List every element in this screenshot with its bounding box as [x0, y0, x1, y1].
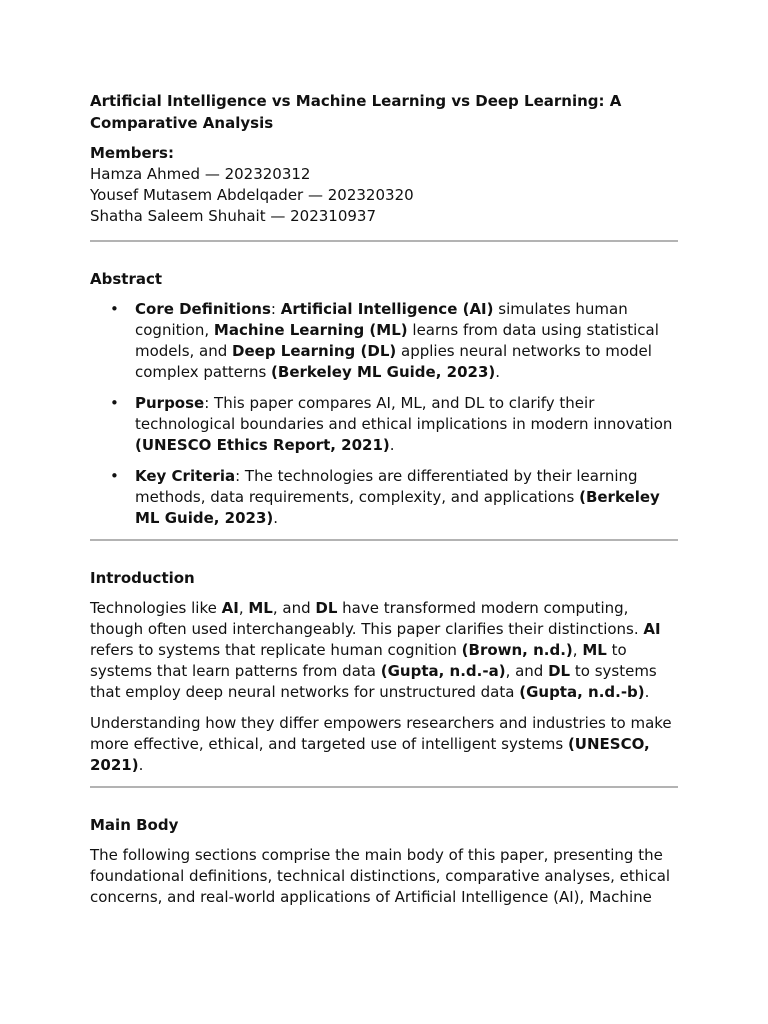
main-body-paragraph [90, 845, 678, 908]
bold-text: Deep Learning (DL) [232, 342, 397, 360]
introduction-paragraph [90, 713, 678, 776]
bold-text: Machine Learning (ML) [213, 321, 408, 339]
bold-text: (Brown, n.d.) [461, 641, 573, 659]
bold-text: ML [582, 641, 607, 659]
text-run: , and [272, 599, 316, 617]
bullet-icon: • [110, 300, 119, 318]
text-run: : The technologies are differentiated by their learning methods, data requirements, complexity, and applications [135, 467, 638, 506]
abstract-section [90, 269, 678, 529]
bold-text: Purpose [135, 394, 205, 412]
bold-text: (Berkeley ML Guide, 2023) [271, 363, 496, 381]
bold-text: (UNESCO Ethics Report, 2021) [135, 436, 390, 454]
text-run: , [572, 641, 583, 659]
main-body-section [90, 815, 678, 908]
text-run: The following sections comprise the main body of this paper, presenting the foundational definitions, technical distinctions, comparative analyses, ethical concerns, and real-world applications of Artificial Intelligence (AI), Machine [90, 846, 671, 906]
text-run: to systems that employ deep neural networks for unstructured data [90, 662, 657, 701]
abstract-item-text [135, 394, 672, 454]
abstract-list [90, 299, 678, 529]
text-run: . [495, 363, 501, 381]
text-run: simulates human cognition, [135, 300, 628, 339]
abstract-item [110, 299, 678, 383]
bold-text: DL [548, 662, 571, 680]
introduction-heading: Introduction [90, 569, 195, 587]
members-label: Members: [90, 144, 174, 162]
abstract-item [110, 393, 678, 456]
text-run: learns from data using statistical models, and [135, 321, 659, 360]
introduction-paragraph [90, 598, 678, 703]
bold-text: ML [248, 599, 273, 617]
document-title: Artificial Intelligence vs Machine Learning vs Deep Learning: A Comparative Analysis [90, 92, 622, 132]
text-run: refers to systems that replicate human cognition [90, 641, 462, 659]
bold-text: Core Definitions [135, 300, 271, 318]
introduction-section [90, 568, 678, 776]
text-run: to systems that learn patterns from data [90, 641, 627, 680]
bold-text: AI [643, 620, 661, 638]
bold-text: (Gupta, n.d.-b) [519, 683, 645, 701]
members-block [90, 143, 678, 227]
section-divider [90, 786, 678, 788]
abstract-item-text [135, 300, 659, 381]
bullet-icon: • [110, 394, 119, 412]
abstract-item-text [135, 467, 660, 527]
member-name: Yousef Mutasem Abdelqader — 202320320 [90, 186, 414, 204]
text-run: . [273, 509, 279, 527]
member-name: Hamza Ahmed — 202320312 [90, 165, 311, 183]
main-body-heading: Main Body [90, 816, 179, 834]
bold-text: DL [315, 599, 338, 617]
text-run: have transformed modern computing, though often used interchangeably. This paper clarifies their distinctions. [90, 599, 644, 638]
bold-text: AI [221, 599, 239, 617]
section-divider [90, 240, 678, 242]
section-divider [90, 539, 678, 541]
text-run: applies neural networks to model complex patterns [135, 342, 652, 381]
bold-text: Key Criteria [135, 467, 236, 485]
text-run: . [389, 436, 395, 454]
text-run: , [238, 599, 249, 617]
bold-text: (Gupta, n.d.-a) [380, 662, 506, 680]
bullet-icon: • [110, 467, 119, 485]
text-run: . [644, 683, 650, 701]
bold-text: (Berkeley ML Guide, 2023) [135, 488, 660, 527]
text-run: , and [505, 662, 549, 680]
bold-text: Artificial Intelligence (AI) [280, 300, 494, 318]
text-run: Understanding how they differ empowers researchers and industries to make more effective, ethical, and targeted use of intelligent systems [90, 714, 672, 753]
text-run: . [138, 756, 144, 774]
text-run: : This paper compares AI, ML, and DL to clarify their technological boundaries and ethical implications in modern innovation [135, 394, 673, 433]
text-run: : [270, 300, 281, 318]
text-run: Technologies like [90, 599, 222, 617]
abstract-heading: Abstract [90, 270, 163, 288]
abstract-item [110, 466, 678, 529]
member-name: Shatha Saleem Shuhait — 202310937 [90, 207, 376, 225]
bold-text: (UNESCO, 2021) [90, 735, 650, 774]
